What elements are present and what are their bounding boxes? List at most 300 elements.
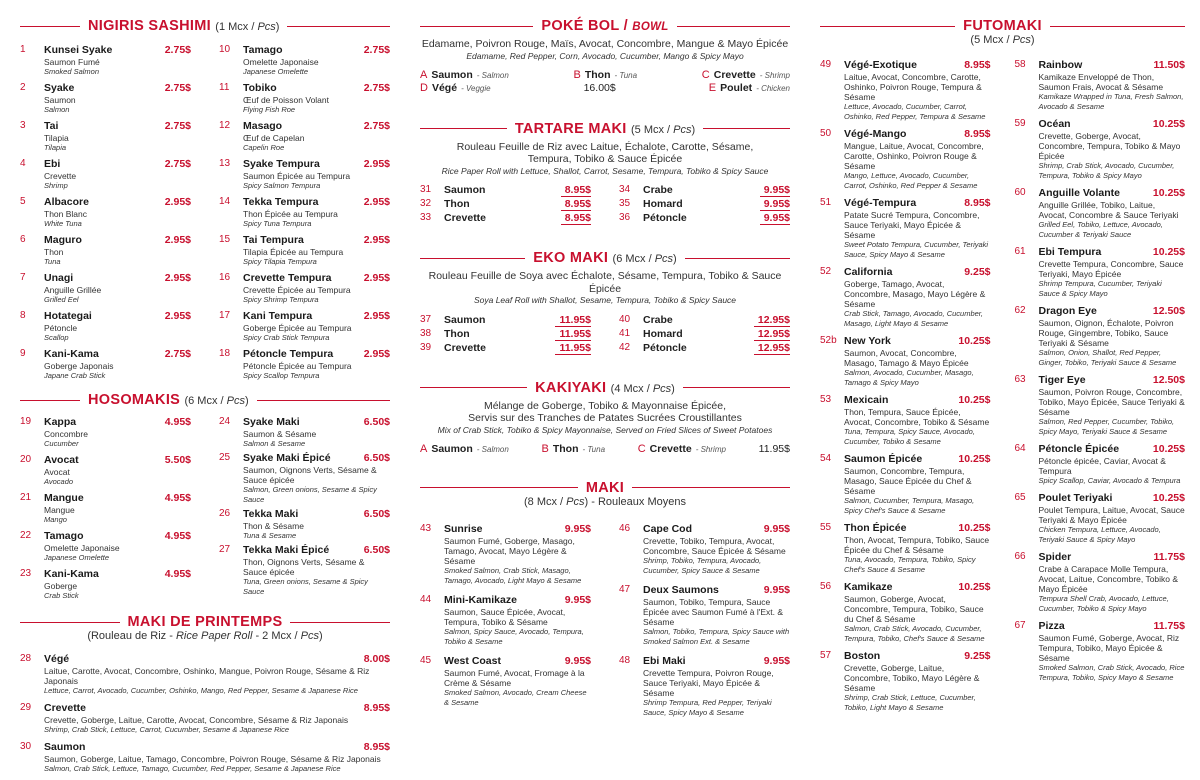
item-description-fr: Saumon, Poivron Rouge, Concombre, Tobiko, Mayo Épicée, Sauce Teriyaki & Sésame (1038, 387, 1185, 418)
maki-list (420, 523, 790, 726)
option-name: Crevette (713, 68, 756, 81)
item-description-en: Spicy Salmon Tempura (243, 181, 321, 190)
item-price: 2.95$ (363, 158, 390, 170)
item-name: Crevette (44, 702, 87, 715)
option-price: 11.95$ (758, 442, 790, 455)
item-description-fr: Saumon (44, 95, 76, 105)
item-name: Kamikaze (844, 581, 893, 594)
item-description-en: Tuna (44, 257, 61, 266)
item-number: 42 (619, 341, 631, 353)
eko-list (420, 314, 790, 356)
menu-item (619, 655, 790, 718)
item-name: Végé-Exotique (844, 59, 917, 72)
item-number: 63 (1014, 374, 1026, 386)
item-price: 10.25$ (958, 522, 991, 535)
item-name: Kani-Kama (44, 568, 99, 580)
item-description-en: Flying Fish Roe (243, 105, 296, 114)
item-price: 2.95$ (363, 234, 390, 246)
item-description-en: Shrimp, Crab Stick, Lettuce, Carrot, Cucumber, Sesame & Japanese Rice (44, 725, 290, 735)
item-description-fr: Thon Épicée au Tempura (243, 209, 338, 219)
item-price: 8.00$ (363, 653, 390, 666)
kakiyaki-header (420, 380, 790, 396)
item-description-en: Tuna, Green onions, Sesame & Spicy Sauce (243, 577, 368, 596)
item-price: 12.50$ (1152, 374, 1185, 387)
item-number: 25 (219, 452, 231, 463)
item-name: California (844, 266, 893, 279)
item-price: 8.95$ (363, 741, 390, 754)
item-description-en: Smoked Salmon, Crab Stick, Avocado, Rice Tempura, Tobiko, Spicy Mayo & Sesame (1038, 663, 1185, 683)
menu-item (1015, 551, 1186, 614)
item-price: 8.95$ (561, 198, 591, 211)
item-description-en: Japanese Omelette (243, 67, 309, 76)
item-number: 55 (820, 522, 832, 534)
menu-item (219, 158, 390, 191)
item-description-en: Grilled Eel, Tobiko, Lettuce, Avocado, Cucumber & Teriyaki Sauce (1038, 220, 1163, 240)
item-number: 48 (619, 655, 631, 667)
item-number: 47 (619, 584, 631, 596)
futomaki-subtitle: (5 Mcx / Pcs) (970, 34, 1035, 46)
item-name: Homard (643, 198, 683, 211)
menu-item (820, 453, 991, 516)
menu-item (219, 196, 390, 229)
menu-item (820, 394, 991, 447)
eko-right-col (619, 314, 790, 356)
menu-item (619, 198, 790, 211)
item-name: Ebi (44, 158, 61, 170)
item-number: 32 (420, 198, 432, 210)
item-description-fr: Goberge Épicée au Tempura (243, 323, 352, 333)
item-number: 9 (20, 348, 26, 359)
menu-item (420, 523, 591, 586)
menu-item (219, 120, 390, 153)
item-description-fr: Saumon, Oignons Verts, Sésame & Sauce épicée (243, 465, 377, 485)
futomaki-title: FUTOMAKI (963, 18, 1042, 34)
item-number: 56 (820, 581, 832, 593)
menu-item (420, 655, 591, 708)
item-name: Pétoncle (643, 212, 687, 225)
item-description-fr: Saumon, Concombre, Tempura, Masago, Sauce Épicée du Chef & Sésame (844, 466, 972, 497)
item-price: 11.95$ (555, 328, 591, 341)
option-name-en: - Tuna (614, 70, 638, 80)
item-description-fr: Crevette, Goberge, Avocat, Concombre, Tempura, Tobiko & Mayo Épicée (1038, 131, 1181, 162)
divider (1050, 26, 1185, 27)
item-name: Syake Maki (243, 416, 300, 428)
item-name: Saumon (444, 184, 486, 197)
item-description-en: Smoked Salmon, Crab Stick, Masago, Tamago, Avocado, Light Mayo & Sesame (444, 566, 582, 586)
item-number: 20 (20, 454, 32, 465)
menu-item (420, 198, 591, 211)
item-name: Dragon Eye (1038, 305, 1097, 318)
poke-options (420, 69, 790, 95)
item-description-fr: Saumon, Avocat, Concombre, Masago, Tamago & Mayo Épicée (844, 348, 969, 369)
item-price: 2.75$ (363, 120, 390, 132)
item-number: 40 (619, 313, 631, 325)
item-name: Tai Tempura (243, 234, 304, 246)
menu-item (619, 328, 790, 341)
menu-item (20, 272, 191, 305)
divider (685, 258, 790, 259)
hosomakis-title: HOSOMAKIS (6 Mcx / Pcs) (88, 392, 249, 408)
item-description-en: Spicy Tuna Tempura (243, 219, 312, 228)
item-name: Boston (844, 650, 881, 663)
item-price: 2.95$ (363, 196, 390, 208)
item-description-fr: Poulet Tempura, Laitue, Avocat, Sauce Teriyaki & Mayo Épicée (1038, 505, 1185, 526)
item-number: 52b (820, 335, 837, 347)
item-name: Mangue (44, 492, 84, 504)
item-description-fr: Tilapia Épicée au Tempura (243, 247, 344, 257)
item-number: 57 (820, 650, 832, 662)
item-number: 28 (20, 653, 32, 665)
option-name: Végé (431, 81, 458, 94)
menu-item (619, 314, 790, 327)
item-number: 24 (219, 416, 231, 427)
item-price: 9.95$ (564, 655, 591, 668)
item-number: 38 (420, 327, 432, 339)
item-name: Crevette (444, 212, 487, 225)
item-description-en: Avocado (44, 477, 74, 486)
item-price: 9.25$ (964, 650, 991, 663)
item-price: 10.25$ (958, 581, 991, 594)
item-price: 12.95$ (754, 328, 790, 341)
menu-item (20, 348, 191, 381)
menu-item (619, 184, 790, 197)
option-name-en: - Shrimp (759, 70, 790, 80)
item-description-en: Grilled Eel (44, 295, 79, 304)
item-price: 12.95$ (754, 314, 790, 327)
item-number: 33 (420, 212, 432, 224)
item-number: 59 (1014, 118, 1026, 130)
item-description-fr: Saumon, Sauce Épicée, Avocat, Tempura, Tobiko & Sésame (444, 607, 566, 628)
item-price: 12.95$ (754, 342, 790, 355)
menu-item (420, 594, 591, 647)
item-number: 2 (20, 82, 26, 93)
item-description-en: Mango, Lettuce, Avocado, Cucumber, Carrot, Oshinko, Red Pepper & Sesame (844, 171, 978, 191)
option-name-en: - Salmon (476, 70, 509, 80)
maki-title: MAKI (585, 479, 625, 496)
item-description-en: Capelin Roe (243, 143, 285, 152)
item-number: 35 (619, 198, 631, 210)
item-description-fr: Saumon & Sésame (243, 429, 317, 439)
item-number: 7 (20, 272, 26, 283)
option-letter: A (420, 442, 428, 455)
menu-item (219, 452, 390, 505)
divider (632, 487, 790, 488)
nigiris-header (20, 18, 390, 34)
item-name: Crevette Tempura (243, 272, 332, 284)
item-price: 11.75$ (1153, 620, 1185, 633)
item-name: Tobiko (243, 82, 277, 94)
menu-item (20, 82, 191, 115)
item-description-en: Lettuce, Carrot, Avocado, Cucumber, Oshinko, Mango, Red Pepper, Sesame & Japanese Rice (44, 686, 358, 696)
item-number: 16 (219, 272, 231, 283)
item-price: 9.95$ (564, 523, 591, 536)
item-number: 21 (20, 492, 32, 503)
item-name: Kani-Kama (44, 348, 99, 360)
item-description-fr: Thon, Tempura, Sauce Épicée, Avocat, Concombre, Tobiko & Sésame (844, 407, 990, 428)
item-price: 2.95$ (363, 310, 390, 322)
item-description-fr: Omelette Japonaise (44, 543, 120, 553)
item-price: 4.95$ (164, 416, 191, 428)
item-number: 53 (820, 394, 832, 406)
option (420, 69, 509, 82)
item-description-fr: Goberge (44, 581, 78, 591)
item-description-fr: Pétoncle (44, 323, 78, 333)
item-price: 10.25$ (1152, 187, 1185, 200)
item-number: 1 (20, 44, 26, 55)
item-number: 65 (1014, 492, 1026, 504)
item-number: 10 (219, 44, 231, 55)
item-name: Tamago (243, 44, 283, 56)
poke-desc: Edamame, Poivron Rouge, Maïs, Avocat, Concombre, Mangue & Mayo Épicée Edamame, Red Pepper, Corn, Avocado, Cucumber, Mango & Spicy Mayo (421, 38, 789, 61)
item-price: 10.25$ (958, 394, 991, 407)
item-description-en: Salmon, Red Pepper, Cucumber, Tobiko, Spicy Mayo, Teriyaki Sauce & Sesame (1038, 417, 1175, 437)
kakiyaki-desc: Mélange de Goberge, Tobiko & Mayonnaise Épicée, Servis sur des Tranches de Patates Sucrées Croustillantes Mix of Crab Stick, Tobiko & Spicy Mayonnaise, Served on Fried Slices of Sweet Potatoes (437, 399, 773, 435)
menu-item (20, 120, 191, 153)
menu-item (820, 266, 991, 329)
item-price: 10.25$ (1152, 246, 1185, 259)
item-price: 9.95$ (760, 212, 790, 225)
menu-item (219, 544, 390, 597)
item-description-en: Salmon & Sesame (243, 439, 306, 448)
column-middle (420, 0, 790, 726)
item-name: Anguille Volante (1038, 187, 1120, 200)
item-price: 8.95$ (363, 702, 390, 715)
item-price: 4.95$ (164, 492, 191, 504)
item-description-en: Shrimp Tempura, Red Pepper, Teriyaki Sauce, Spicy Mayo & Sesame (643, 698, 772, 718)
menu-item (420, 212, 591, 225)
item-price: 2.95$ (164, 234, 191, 246)
item-number: 15 (219, 234, 231, 245)
item-price: 9.95$ (763, 584, 790, 597)
menu-item (219, 348, 390, 381)
item-name: Thon (444, 198, 470, 211)
item-name: Kappa (44, 416, 77, 428)
divider (287, 26, 390, 27)
divider (20, 26, 80, 27)
item-description-en: Tempura Shell Crab, Avocado, Lettuce, Cucumber, Tobiko & Spicy Mayo (1038, 594, 1169, 614)
item-description-fr: Saumon Fumé, Goberge, Avocat, Riz Tempura, Tobiko, Mayo Épicée & Sésame (1038, 633, 1180, 664)
item-number: 31 (420, 184, 432, 196)
item-price: 2.75$ (164, 120, 191, 132)
menu-item (420, 342, 591, 355)
tartare-desc: Rouleau Feuille de Riz avec Laitue, Échalote, Carotte, Sésame, Tempura, Tobiko & Sauce Épicée Rice Paper Roll with Lettuce, Shallot, Carrot, Sesame, Tempura, Tobiko & Spicy Sauce (441, 140, 769, 176)
item-description-fr: Œuf de Poisson Volant (243, 95, 330, 105)
item-name: Mini-Kamikaze (444, 594, 517, 607)
menu-item (619, 342, 790, 355)
item-number: 22 (20, 530, 32, 541)
menu-item (820, 335, 991, 388)
item-price: 2.75$ (164, 348, 191, 360)
menu-item (1015, 443, 1186, 486)
menu-item (219, 272, 390, 305)
option-name: Saumon (431, 68, 473, 81)
item-description-fr: Mangue (44, 505, 75, 515)
item-description-en: Japane Crab Stick (44, 371, 106, 380)
item-description-en: Salmon (44, 105, 70, 114)
item-name: Albacore (44, 196, 89, 208)
item-description-fr: Saumon, Goberge, Avocat, Concombre, Tempura, Tobiko, Sauce du Chef & Sésame (844, 594, 984, 625)
item-number: 64 (1014, 443, 1026, 455)
item-number: 67 (1014, 620, 1026, 632)
divider (20, 400, 80, 401)
item-name: Pizza (1038, 620, 1065, 633)
item-description-fr: Saumon, Goberge, Laitue, Tamago, Concombre, Poivron Rouge, Sésame & Riz Japonais (44, 754, 381, 765)
item-name: Crabe (643, 184, 673, 197)
item-number: 8 (20, 310, 26, 321)
menu-item (1015, 374, 1186, 437)
maki-subtitle: (8 Mcx / Pcs) - Rouleaux Moyens (523, 495, 686, 508)
divider (420, 26, 533, 27)
item-number: 27 (219, 544, 231, 555)
option (702, 69, 790, 82)
option-letter: C (701, 68, 710, 81)
eko-desc: Rouleau Feuille de Soya avec Échalote, Sésame, Tempura, Tobiko & Sauce Épicée Soya Leaf Roll with Shallot, Sesame, Tempura, Tobiko & Spicy Sauce (428, 270, 782, 306)
item-price: 2.95$ (363, 272, 390, 284)
menu-item (20, 44, 191, 77)
item-price: 9.95$ (760, 184, 790, 197)
item-price: 6.50$ (363, 416, 390, 428)
item-number: 11 (219, 82, 230, 93)
item-description-en: Spicy Shrimp Tempura (243, 295, 319, 304)
item-name: Tekka Tempura (243, 196, 319, 208)
tartare-title: TARTARE MAKI (5 Mcx / Pcs) (514, 120, 696, 137)
item-name: Kunsei Syake (44, 44, 113, 56)
menu-item (20, 310, 191, 343)
item-description-fr: Crevette Tempura, Concombre, Sauce Teriyaki, Mayo Épicée (1038, 259, 1184, 280)
menu-item (20, 568, 191, 601)
item-number: 3 (20, 120, 26, 131)
futomaki-right-col (1015, 59, 1186, 719)
option (420, 82, 491, 95)
kakiyaki-options (420, 443, 790, 456)
tartare-right-col (619, 184, 790, 226)
item-number: 4 (20, 158, 26, 169)
item-name: Tekka Maki Épicé (243, 544, 330, 556)
hosomakis-header (20, 392, 390, 408)
item-description-en: Kamikaze Wrapped in Tuna, Fresh Salmon, Avocado & Sesame (1038, 92, 1184, 112)
item-name: Végé (44, 653, 70, 666)
item-description-en: Scallop (44, 333, 69, 342)
item-description-en: Lettuce, Avocado, Cucumber, Carrot, Oshinko, Red Pepper, Tempura & Sesame (844, 102, 986, 122)
item-description-fr: Saumon Fumé, Avocat, Fromage à la Crème & Sésame (444, 668, 585, 689)
divider (420, 128, 507, 129)
option (420, 443, 509, 456)
item-price: 11.50$ (1153, 59, 1185, 72)
menu-item (20, 416, 191, 449)
item-price: 9.95$ (760, 198, 790, 211)
item-description-en: Chicken Tempura, Lettuce, Avocado, Teriyaki Sauce & Spicy Mayo (1038, 525, 1161, 545)
item-description-en: White Tuna (44, 219, 82, 228)
item-description-fr: Omelette Japonaise (243, 57, 319, 67)
item-description-en: Tuna & Sesame (243, 531, 297, 540)
item-description-fr: Laitue, Avocat, Concombre, Carotte, Oshinko, Poivron Rouge, Tempura & Sésame (844, 72, 982, 103)
item-description-en: Smoked Salmon, Avocado, Cream Cheese & Sesame (444, 688, 587, 708)
item-number: 12 (219, 120, 231, 131)
item-description-fr: Goberge Japonais (44, 361, 114, 371)
item-description-fr: Saumon Fumé (44, 57, 100, 67)
item-name: Saumon Épicée (844, 453, 923, 466)
item-description-fr: Tilapia (44, 133, 69, 143)
menu-item (1015, 246, 1186, 299)
item-price: 11.75$ (1153, 551, 1185, 564)
item-number: 26 (219, 508, 231, 519)
item-price: 9.95$ (763, 655, 790, 668)
menu-item (1015, 187, 1186, 240)
item-name: Crevette (444, 341, 487, 354)
item-description-en: Shrimp (44, 181, 68, 190)
option-name: Crevette (649, 442, 692, 455)
item-name: Kani Tempura (243, 310, 313, 322)
divider (420, 387, 527, 388)
item-description-en: Spicy Scallop Tempura (243, 371, 320, 380)
tartare-list (420, 184, 790, 226)
item-name: Pétoncle Tempura (243, 348, 334, 360)
item-description-en: Tuna, Avocado, Tempura, Tobiko, Spicy Chef's Sauce & Sesame (844, 555, 976, 575)
item-description-en: Shrimp Tempura, Cucumber, Teriyaki Sauce & Spicy Mayo (1038, 279, 1162, 299)
item-price: 2.75$ (363, 44, 390, 56)
item-name: Thon Épicée (844, 522, 907, 535)
item-price: 2.75$ (164, 158, 191, 170)
poke-row-1 (420, 69, 790, 82)
divider (820, 26, 955, 27)
item-description-en: Salmon, Avocado, Cucumber, Masago, Tamago & Spicy Mayo (844, 368, 974, 388)
item-description-en: Crab Stick (44, 591, 79, 600)
printemps-header (20, 614, 390, 630)
menu-item (219, 82, 390, 115)
item-description-fr: Saumon, Tobiko, Tempura, Sauce Épicée avec Saumon Fumé à l'Ext. & Sésame (643, 597, 784, 628)
item-name: Mexicain (844, 394, 889, 407)
item-name: Spider (1038, 551, 1072, 564)
futomaki-left-col (820, 59, 991, 719)
item-description-en: Salmon, Crab Stick, Lettuce, Tamago, Cucumber, Red Pepper, Sesame & Japanese Rice (44, 764, 341, 774)
option (638, 443, 726, 456)
item-price: 8.95$ (964, 128, 991, 141)
item-description-fr: Œuf de Capelan (243, 133, 305, 143)
menu-item (20, 234, 191, 267)
item-name: Océan (1038, 118, 1071, 131)
kakiyaki-title: KAKIYAKI (4 Mcx / Pcs) (535, 379, 675, 396)
option (709, 82, 790, 95)
menu-item (820, 128, 991, 191)
option-letter: D (420, 81, 428, 94)
item-description-fr: Saumon Fumé, Goberge, Masago, Tamago, Avocat, Mayo Légère & Sésame (444, 536, 575, 567)
item-name: Syake Maki Épicé (243, 452, 331, 464)
item-description-fr: Kamikaze Enveloppé de Thon, Saumon Frais, Avocat & Sésame (1038, 72, 1164, 93)
item-description-fr: Saumon Épicée au Tempura (243, 171, 351, 181)
item-name: Rainbow (1038, 59, 1083, 72)
item-price: 5.50$ (164, 454, 191, 466)
divider (683, 387, 790, 388)
item-description-en: Salmon, Spicy Sauce, Avocado, Tempura, Tobiko & Sesame (444, 627, 584, 647)
item-price: 2.95$ (164, 272, 191, 284)
item-name: Saumon (44, 741, 86, 754)
item-number: 6 (20, 234, 26, 245)
menu-item (219, 310, 390, 343)
item-name: Tekka Maki (243, 508, 299, 520)
menu-item (1015, 620, 1186, 683)
item-price: 9.95$ (763, 523, 790, 536)
item-name: Pétoncle (643, 341, 687, 354)
menu-item (1015, 492, 1186, 545)
menu-item (20, 702, 390, 735)
item-price: 10.25$ (1152, 492, 1185, 505)
item-number: 58 (1014, 59, 1026, 71)
item-description-fr: Thon Blanc (44, 209, 87, 219)
item-number: 19 (20, 416, 32, 427)
item-number: 52 (820, 266, 832, 278)
divider (257, 400, 390, 401)
item-number: 23 (20, 568, 32, 579)
